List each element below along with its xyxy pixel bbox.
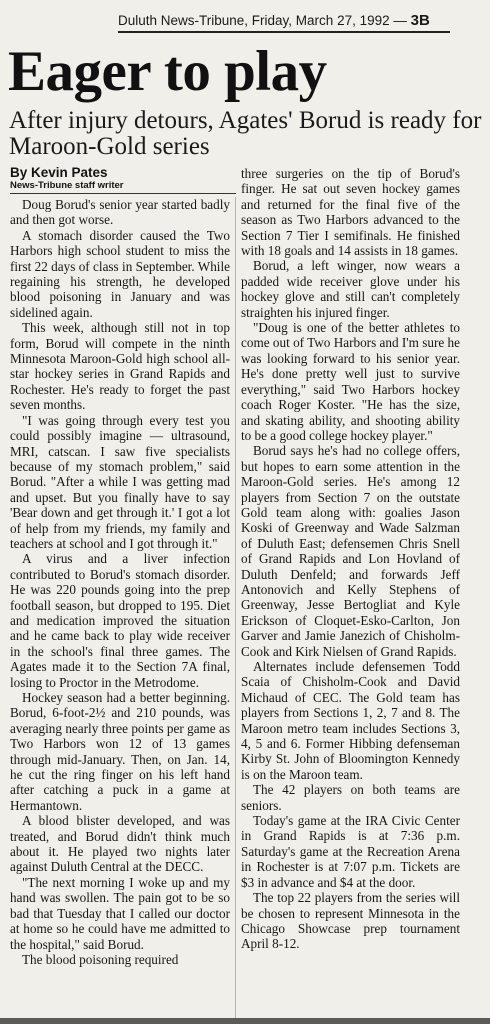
article-paragraph: The top 22 players from the series will be chosen to represent Minnesota in the Chicago Showcase prep tournament April 8-12. xyxy=(241,890,460,952)
next-article-edge xyxy=(0,1018,490,1024)
article-paragraph: "The next morning I woke up and my hand was swollen. The pain got to be so bad that Tuesday that I called our doctor at home so he could have me admitted to the hospital," said Borud. xyxy=(10,874,230,952)
article-paragraph: The blood poisoning required xyxy=(22,951,179,967)
byline xyxy=(10,165,240,191)
article-paragraph: Hockey season had a better beginning. Borud, 6-foot-2½ and 210 pounds, was averaging nearly three points per game as Two Harbors won 12 of 13 games through mid-January. Then, on Jan. 14, he cut the ring finger on his left hand after catching a puck in a game at Hermantown. xyxy=(10,690,230,813)
headline: Eager to play xyxy=(8,40,327,103)
article-paragraph: A blood blister developed, and was treated, and Borud didn't think much about it. He played two nights later against Duluth Central at the DECC. xyxy=(10,813,230,875)
article-paragraph: Borud, a left winger, now wears a padded wide receiver glove under his hockey glove and still can't completely straighten his injured finger. xyxy=(241,258,460,320)
article-paragraph: "I was going through every test you could possibly imagine — ultrasound, MRI, catscan. I saw five specialists because of my stomach problem," said Borud. "After a while I was getting mad and upset. But you finally have to say 'Bear down and get through it.' I got a lot of help from my friends, my family and teachers at school and I got through it." xyxy=(10,412,230,551)
article-paragraph: "Doug is one of the better athletes to come out of Two Harbors and I'm sure he was looking forward to his senior year. He's done pretty well just to survive everything," said Two Harbors hockey coach Roger Koster. "He has the size, and skating ability, and shooting ability to be a good college hockey player." xyxy=(241,320,460,443)
masthead-dateline: Duluth News-Tribune, Friday, March 27, 1992 — xyxy=(118,13,411,28)
article-paragraph: Today's game at the IRA Civic Center in Grand Rapids is at 7:36 p.m. Saturday's game at the Recreation Arena in Rochester is at 7:07 p.m. Tickets are $3 in advance and $4 at the door. xyxy=(241,813,460,890)
byline-rule xyxy=(10,193,236,194)
article-paragraph: Alternates include defensemen Todd Scaia of Chisholm-Cook and David Michaud of CEC. The Gold team has players from Sections 1, 2, 7 and 8. The Maroon metro team includes Sections 3, 4, 5 and 6. Former Hibbing defenseman Kirby St. John of Bloomington Kennedy is on the Maroon team. xyxy=(241,659,460,782)
article-paragraph: A stomach disorder caused the Two Harbors high school student to miss the first 22 days of class in September. While regaining his strength, he developed blood poisoning in January and was sidelined again. xyxy=(10,227,230,320)
article-paragraph: Borud says he's had no college offers, but hopes to earn some attention in the Maroon-Gold series. He's among 12 players from Section 7 on the outstate Gold team along with: goalies Jason Koski of Greenway and Wade Salzman of Duluth East; defensemen Chris Snell of Grand Rapids and Lon Hovland of Duluth Denfeld; and forwards Jeff Antonovich and Kelly Stephens of Greenway, Jesse Bertogliat and Kyle Erickson of Cloquet-Esko-Carlton, Jon Garver and Jamie Janezich of Chisholm-Cook and Kirk Nielsen of Grand Rapids. xyxy=(241,443,460,659)
column-divider xyxy=(235,197,236,1019)
article-paragraph: The 42 players on both teams are seniors. xyxy=(241,782,460,813)
article-paragraph: This week, although still not in top form, Borud will compete in the ninth Minnesota Maroon-Gold high school all-star hockey series in Grand Rapids and Rochester. He's ready to forget the past seven months. xyxy=(10,320,230,413)
article-paragraph: A virus and a liver infection contributed to Borud's stomach disorder. He was 220 pounds going into the prep football season, but dropped to 195. Diet and medication improved the situation and he came back to play wide receiver in the school's final three games. The Agates made it to the Section 7A final, losing to Proctor in the Metrodome. xyxy=(10,551,230,690)
article-paragraph-continued: three surgeries on the tip of Borud's finger. He sat out seven hockey games and returned for the final five of the season as Two Harbors advanced to the Section 7 Tier I semifinals. He finished with 18 goals and 14 assists in 18 games. xyxy=(241,166,460,259)
byline-organization: News-Tribune staff writer xyxy=(10,180,124,191)
subheadline: After injury detours, Agates' Borud is ready for Maroon-Gold series xyxy=(9,107,482,160)
masthead-rule xyxy=(118,31,450,33)
article-column-right xyxy=(241,166,460,1018)
article-paragraph: Doug Borud's senior year started badly and then got worse. xyxy=(10,197,230,228)
page-number: 3B xyxy=(410,12,430,29)
byline-author: By Kevin Pates xyxy=(10,165,108,180)
article-column-left xyxy=(10,197,230,1019)
page-masthead xyxy=(118,12,448,30)
